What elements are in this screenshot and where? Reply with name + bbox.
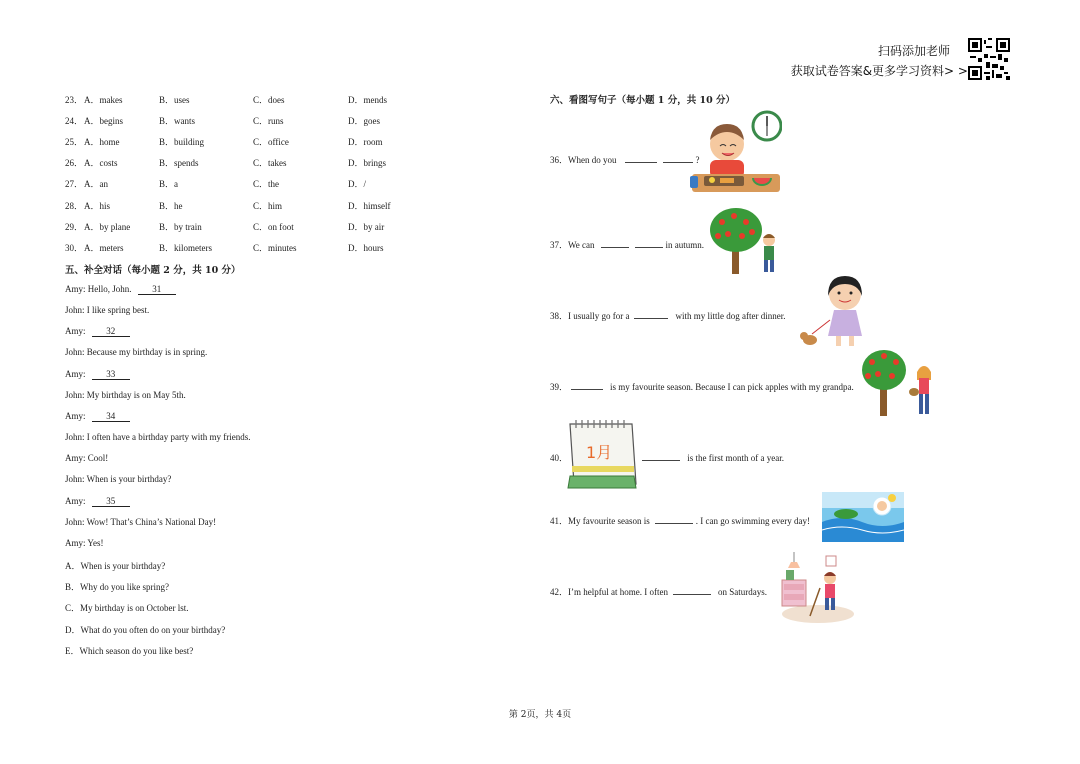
boy-eating-breakfast-illustration (690, 110, 782, 198)
option-a: A．makes (84, 95, 123, 105)
option-d: D．hours (348, 242, 384, 253)
dialogue-text: Amy: Cool! (65, 453, 109, 464)
option-b: B．spends (159, 158, 199, 169)
calendar-illustration (566, 418, 638, 490)
dialogue-text: Amy: (65, 495, 88, 506)
section-5-title: 五、补全对话（每小题 2 分，共 10 分） (65, 265, 241, 276)
option-b: B．he (159, 200, 183, 211)
dialogue-text: John: I often have a birthday party with my friends. (65, 432, 251, 443)
dialogue-line (65, 538, 104, 548)
question-number: 26． (65, 158, 84, 169)
dialogue-text: John: Wow! That’s China’s National Day! (65, 516, 217, 527)
header-line-2: 获取试卷答案&更多学习资料> > (790, 64, 968, 78)
question-number: 24． (65, 116, 84, 127)
dialogue-line (65, 369, 130, 380)
option-d: D．brings (348, 158, 386, 169)
dialogue-line (65, 347, 207, 357)
option-c: C．on foot (253, 221, 294, 232)
question-41: 41．My favourite season is . I can go swimming every day! (550, 516, 810, 526)
question-number: 30． (65, 242, 84, 253)
calendar-month-text: 1月 (586, 443, 613, 462)
dialogue-text: John: I like spring best. (65, 305, 150, 316)
question-number: 23． (65, 95, 84, 105)
dialogue-line (65, 496, 130, 507)
apple-tree-girl-illustration (862, 348, 936, 418)
answer-choice: A．When is your birthday? (65, 561, 166, 571)
option-a: A．by plane (84, 221, 131, 232)
answer-choice: B．Why do you like spring? (65, 582, 169, 593)
question-36: 36．When do you ? (550, 155, 700, 165)
section-6-title: 六、看图写句子（每小题 1 分，共 10 分） (550, 95, 736, 106)
option-b: B．building (159, 137, 205, 148)
option-c: C．does (253, 95, 285, 105)
summer-swimming-illustration (822, 492, 904, 542)
answer-choice: E．Which season do you like best? (65, 645, 194, 656)
option-b: B．kilometers (159, 242, 212, 253)
dialogue-line (65, 284, 176, 295)
question-37: 37．We can in autumn. (550, 240, 705, 250)
dialogue-text: Amy: Hello, John. (65, 284, 134, 294)
question-number: 27． (65, 179, 84, 190)
option-b: B．wants (159, 116, 196, 127)
option-c: C．runs (253, 116, 284, 127)
dialogue-line (65, 305, 149, 315)
question-number: 29． (65, 221, 84, 232)
answer-choice: C．My birthday is on October lst. (65, 603, 189, 614)
option-b: B．uses (159, 95, 190, 105)
dialogue-line (65, 390, 186, 400)
option-d: D．goes (348, 116, 380, 127)
header-line-1: 扫码添加老师 (877, 44, 950, 58)
option-c: C．the (253, 179, 279, 190)
option-d: D．by air (348, 221, 385, 232)
dialogue-text: John: Because my birthday is in spring. (65, 347, 208, 358)
dialogue-line (65, 474, 171, 484)
dialogue-line (65, 411, 130, 422)
page-footer: 第 2页，共 4页 (508, 710, 572, 720)
dialogue-text: Amy: Yes! (65, 537, 104, 548)
option-a: A．an (84, 179, 108, 190)
apple-tree-boy-illustration (708, 206, 780, 276)
answer-blank: 33 (92, 369, 130, 380)
dialogue-line (65, 517, 216, 527)
question-40: 40． is the first month of a year. (550, 453, 784, 463)
option-b: B．by train (159, 221, 202, 232)
option-c: C．office (253, 137, 289, 148)
answer-blank: 32 (92, 326, 130, 337)
dialogue-text: Amy: (65, 410, 88, 421)
option-a: A．his (84, 200, 111, 211)
qr-code-icon (968, 38, 1010, 80)
dialogue-line (65, 326, 130, 337)
question-number: 28． (65, 200, 84, 211)
option-d: D．himself (348, 200, 391, 211)
option-d: D．room (348, 137, 383, 148)
answer-blank: 35 (92, 496, 130, 507)
girl-cleaning-room-illustration (780, 552, 856, 624)
answer-choice: D．What do you often do on your birthday? (65, 624, 226, 635)
option-a: A．costs (84, 158, 118, 169)
question-39: 39． is my favourite season. Because I can pick apples with my grandpa. (550, 382, 854, 392)
girl-walking-dog-illustration (800, 276, 872, 352)
question-38: 38．I usually go for a with my little dog after dinner. (550, 311, 786, 321)
question-42: 42．I’m helpful at home. I often on Saturdays. (550, 587, 767, 597)
option-b: B．a (159, 179, 178, 190)
dialogue-line (65, 432, 250, 442)
dialogue-text: John: When is your birthday? (65, 474, 172, 485)
option-d: D．mends (348, 95, 387, 105)
dialogue-text: Amy: (65, 326, 88, 337)
option-a: A．begins (84, 116, 123, 127)
option-c: C．him (253, 200, 283, 211)
option-a: A．meters (84, 242, 124, 253)
question-number: 25． (65, 137, 84, 148)
option-c: C．minutes (253, 242, 297, 253)
option-a: A．home (84, 137, 120, 148)
answer-blank: 31 (138, 284, 176, 295)
dialogue-text: Amy: (65, 368, 88, 379)
answer-blank: 34 (92, 411, 130, 422)
option-c: C．takes (253, 158, 287, 169)
dialogue-line (65, 453, 108, 463)
dialogue-text: John: My birthday is on May 5th. (65, 389, 186, 400)
option-d: D．/ (348, 179, 367, 190)
